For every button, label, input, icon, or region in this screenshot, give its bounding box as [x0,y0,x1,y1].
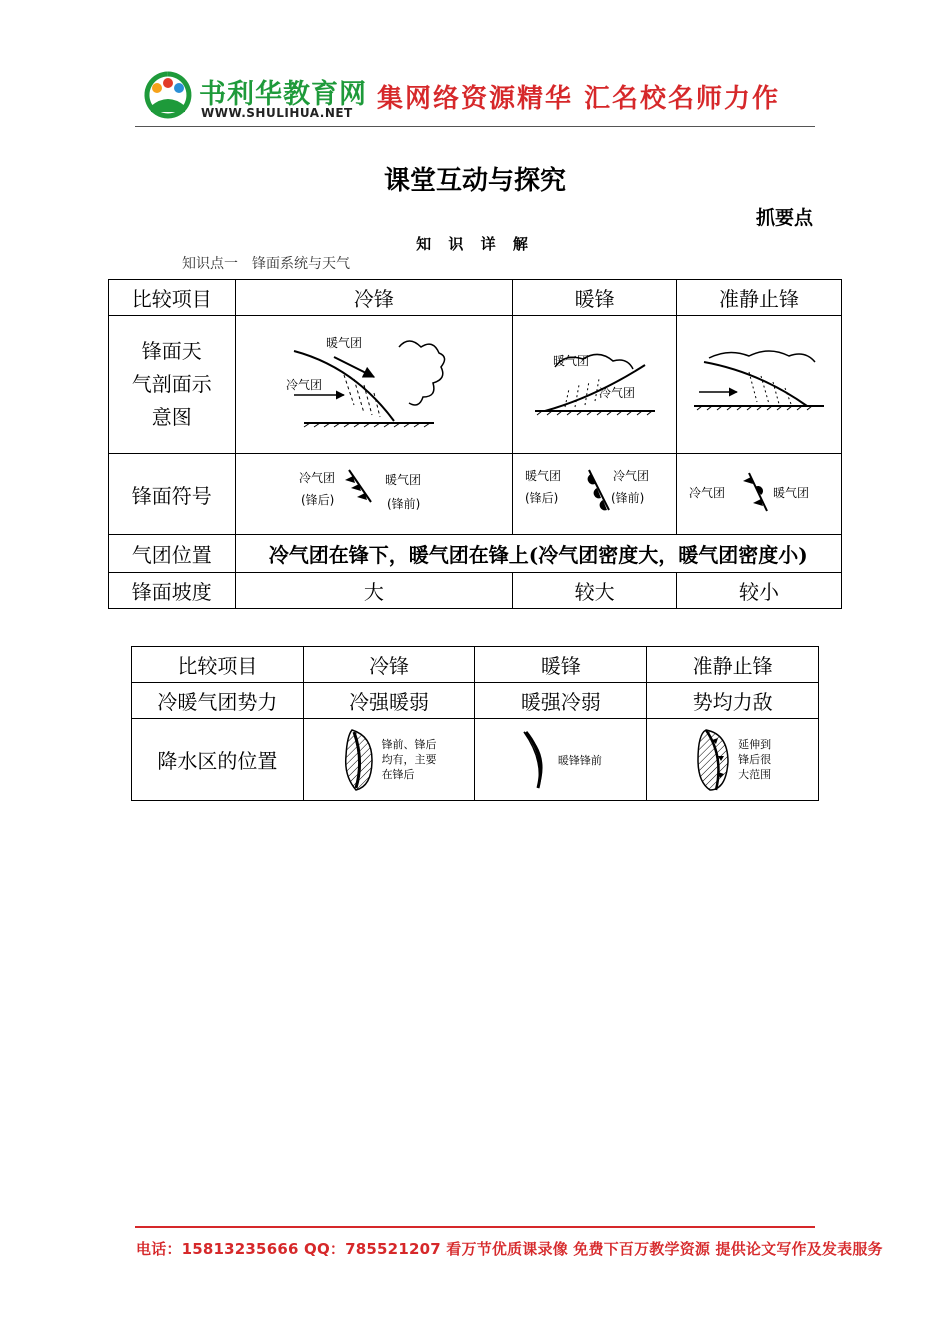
header-stationary-front: 准静止锋 [647,647,819,683]
precip-stationary-front-cell [647,719,819,801]
position-row-label: 气团位置 [109,535,236,573]
stationary-front-profile-cell [677,316,842,454]
precip-cold-front-cell [303,719,475,801]
cold-air-label: 冷气团 [285,378,322,392]
warm-front-precip-diagram [520,728,554,792]
stationary-front-symbol [689,467,829,517]
slope-cold-front: 大 [235,573,513,609]
cold-air-label: 冷气团 [598,386,635,400]
warm-front-profile-cell [513,316,677,454]
page-title: 课堂互动与探究 [383,166,566,196]
ahead-front-label: (锋前) [610,490,644,505]
header-cold-front: 冷锋 [235,280,513,316]
warm-front-symbol [525,462,665,522]
behind-front-label: (锋后) [300,492,335,507]
strength-cold-front: 冷强暖弱 [303,683,475,719]
brand-url[interactable]: WWW.SHULIHUA.NET [201,106,353,120]
air-mass-comparison-table [131,646,819,801]
precip-warm-front-cell [475,719,647,801]
strength-row-label: 冷暖气团势力 [132,683,304,719]
stationary-front-symbol-cell [677,454,842,535]
header-stationary-front: 准静止锋 [677,280,842,316]
cold-front-symbol [299,462,449,522]
profile-label-line: 气剖面示 [131,372,212,396]
profile-label-line: 锋面天 [141,339,202,363]
slope-stationary-front: 较小 [677,573,842,609]
ahead-front-label: (锋前) [386,496,421,511]
precip-note-line: 大范围 [738,768,772,781]
cold-front-profile-diagram [274,327,474,437]
header-divider [135,126,815,127]
cold-air-label: 冷气团 [689,485,726,500]
grasp-points-label: 抓要点 [755,207,813,229]
precip-note-line: 暖锋锋前 [557,753,602,767]
front-comparison-table [108,279,842,609]
stationary-front-profile-diagram [689,342,829,422]
behind-front-label: (锋后) [524,490,558,505]
header-slogan: 集网络资源精华 汇名校名师力作 [377,84,781,114]
cold-front-precip-diagram [342,726,376,794]
cold-front-symbol-cell [235,454,513,535]
symbol-row-label: 锋面符号 [109,454,236,535]
cold-air-label: 冷气团 [298,470,335,485]
warm-air-label: 暖气团 [552,354,589,368]
precip-note-line: 在锋后 [381,768,415,781]
cold-front-profile-cell [235,316,513,454]
header-warm-front: 暖锋 [513,280,677,316]
stationary-front-precip-diagram [694,726,732,794]
brand-name: 书利华教育网 [199,79,367,110]
profile-label-line: 意图 [151,405,192,429]
header-cold-front: 冷锋 [303,647,475,683]
precip-note-line: 锋后很 [738,753,772,766]
footer-contact: 电话：15813235666 QQ：785521207 看万节优质课录像 免费下百万教学资源 提供论文写作及发表服务 [136,1240,883,1258]
precip-note-line: 延伸到 [738,738,772,751]
section-heading: 知 识 详 解 [416,235,534,253]
slope-warm-front: 较大 [513,573,677,609]
page-header [135,66,815,128]
precip-note-line: 锋前、锋后 [381,738,437,751]
cold-air-label: 冷气团 [612,468,649,483]
footer-divider [135,1226,815,1228]
knowledge-point-title: 知识点一 锋面系统与天气 [182,256,350,272]
logo-icon [143,70,193,122]
warm-front-symbol-cell [513,454,677,535]
precip-row-label: 降水区的位置 [132,719,304,801]
warm-air-label: 暖气团 [524,468,561,483]
header-warm-front: 暖锋 [475,647,647,683]
warm-air-label: 暖气团 [325,336,362,350]
profile-row-label [109,316,236,454]
position-row-value: 冷气团在锋下，暖气团在锋上(冷气团密度大，暖气团密度小) [235,535,841,573]
warm-air-label: 暖气团 [773,485,810,500]
strength-warm-front: 暖强冷弱 [475,683,647,719]
warm-front-profile-diagram [525,337,665,427]
precip-note-line: 均有，主要 [381,753,437,766]
header-compare-item: 比较项目 [132,647,304,683]
slope-row-label: 锋面坡度 [109,573,236,609]
header-compare-item: 比较项目 [109,280,236,316]
strength-stationary-front: 势均力敌 [647,683,819,719]
warm-air-label: 暖气团 [384,472,421,487]
